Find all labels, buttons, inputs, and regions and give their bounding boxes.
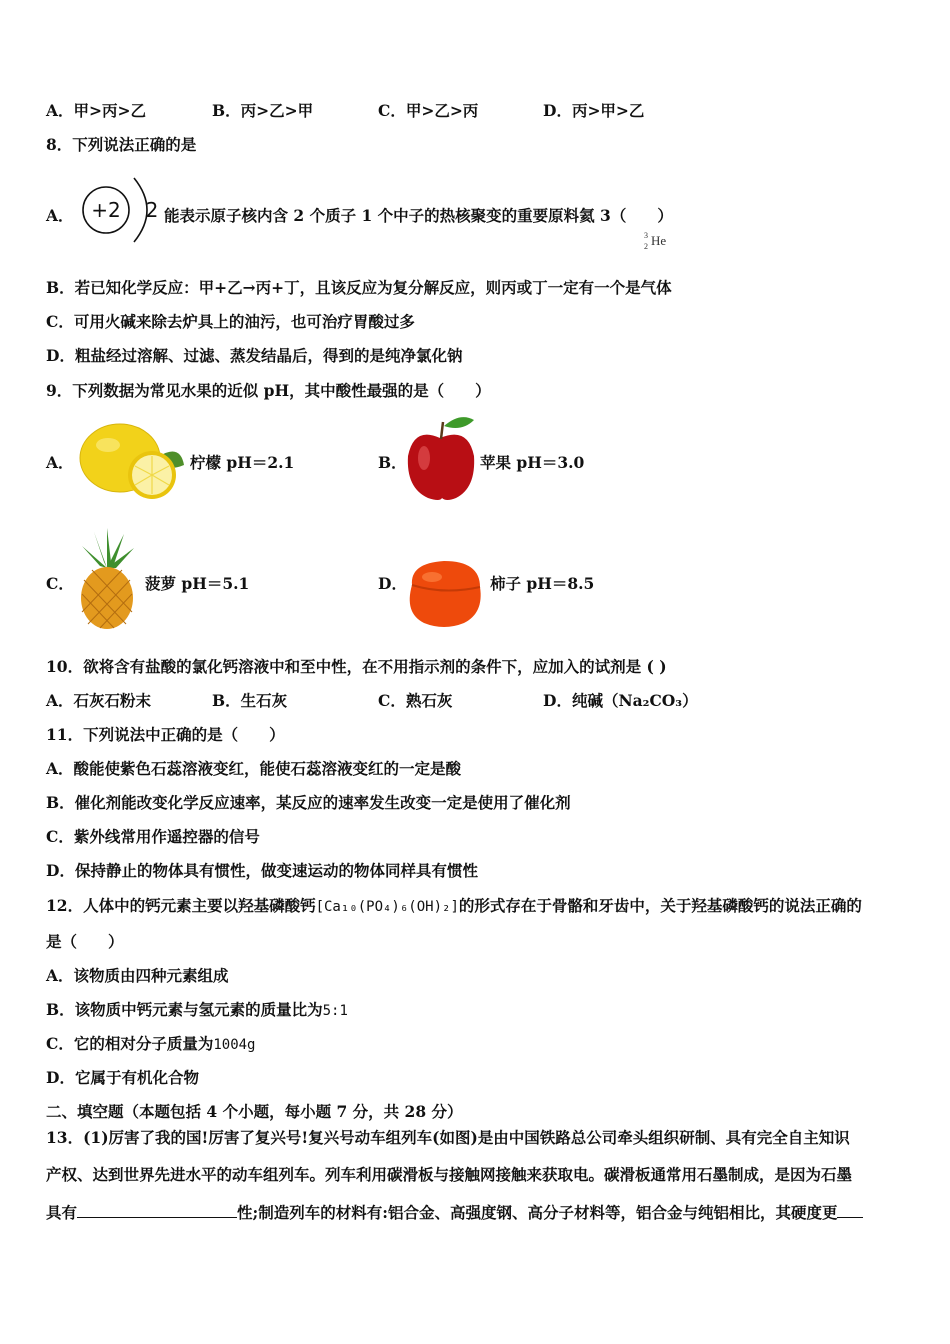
shell-electrons: 2 bbox=[145, 198, 159, 222]
q9-option-d-label: D． bbox=[378, 574, 407, 593]
q13-line2: 产权、达到世界先进水平的动车组列车。列车利用碳滑板与接触网接触来获取电。碳滑板通常用石墨制成，是因为石墨 bbox=[46, 1165, 853, 1184]
q12-option-b-text: B．该物质中钙元素与氢元素的质量比为 bbox=[46, 1000, 323, 1019]
q9-option-c-text: 菠萝 pH＝5.1 bbox=[145, 574, 250, 593]
q12-option-c-value: 1004g bbox=[213, 1037, 256, 1053]
q13-line3-start: 具有 bbox=[46, 1203, 78, 1222]
q10-stem: 10．欲将含有盐酸的氯化钙溶液中和至中性，在不用指示剂的条件下，应加入的试剂是 ( ) bbox=[46, 657, 667, 676]
q12-option-a: A．该物质由四种元素组成 bbox=[46, 966, 229, 985]
q12-stem-part1: 12．人体中的钙元素主要以羟基磷酸钙 bbox=[46, 896, 316, 915]
q7-option-b: B．丙>乙>甲 bbox=[212, 101, 314, 120]
q11-option-d: D．保持静止的物体具有惯性，做变速运动的物体同样具有惯性 bbox=[46, 861, 478, 880]
he-element: He bbox=[651, 233, 667, 248]
q9-option-b-label: B． bbox=[378, 453, 407, 472]
q9-option-a-label: A． bbox=[46, 453, 74, 472]
q10-option-a: A．石灰石粉末 bbox=[46, 691, 152, 710]
q8-option-a-text: 能表示原子核内含 2 个质子 1 个中子的热核聚变的重要原料氦 3（ ） bbox=[164, 206, 673, 225]
q9-option-a-text: 柠檬 pH＝2.1 bbox=[190, 453, 295, 472]
q13-line3-end: 性;制造列车的材料有:铝合金、高强度钢、高分子材料等，铝合金与纯铝相比，其硬度更 bbox=[237, 1203, 838, 1222]
lemon-image bbox=[72, 413, 190, 505]
q13-blank-1[interactable] bbox=[77, 1201, 237, 1218]
nucleus-charge: +2 bbox=[91, 198, 121, 222]
q12-option-b bbox=[46, 999, 348, 1022]
q12-option-c bbox=[46, 1033, 256, 1056]
persimmon-image bbox=[404, 555, 486, 631]
q9-option-c-label: C． bbox=[46, 574, 74, 593]
pineapple-image bbox=[74, 528, 140, 630]
q10-option-c: C．熟石灰 bbox=[378, 691, 453, 710]
q11-stem: 11．下列说法中正确的是（ ） bbox=[46, 725, 285, 744]
q7-option-d: D．丙>甲>乙 bbox=[543, 101, 645, 120]
q11-option-b: B．催化剂能改变化学反应速率，某反应的速率发生改变一定是使用了催化剂 bbox=[46, 793, 571, 812]
q11-option-c: C．紫外线常用作遥控器的信号 bbox=[46, 827, 260, 846]
q7-option-c: C．甲>乙>丙 bbox=[378, 101, 479, 120]
q9-stem: 9．下列数据为常见水果的近似 pH，其中酸性最强的是（ ） bbox=[46, 381, 491, 400]
q12-formula: [Ca₁₀(PO₄)₆(OH)₂] bbox=[315, 899, 459, 915]
q12-stem-line2: 是（ ） bbox=[46, 932, 124, 951]
q12-option-d: D．它属于有机化合物 bbox=[46, 1068, 199, 1087]
q8-option-d: D．粗盐经过溶解、过滤、蒸发结晶后，得到的是纯净氯化钠 bbox=[46, 346, 463, 365]
q8-stem: 8．下列说法正确的是 bbox=[46, 135, 197, 154]
he-mass-number: 3 bbox=[644, 231, 648, 240]
q12-option-b-ratio: 5:1 bbox=[322, 1003, 348, 1019]
q12-option-c-text: C．它的相对分子质量为 bbox=[46, 1034, 214, 1053]
he-atomic-number: 2 bbox=[644, 242, 648, 251]
q10-option-b: B．生石灰 bbox=[212, 691, 288, 710]
q11-option-a: A．酸能使紫色石蕊溶液变红，能使石蕊溶液变红的一定是酸 bbox=[46, 759, 462, 778]
q13-blank-2[interactable] bbox=[837, 1201, 863, 1218]
q8-option-a-label: A． bbox=[46, 206, 74, 225]
q9-option-b-text: 苹果 pH＝3.0 bbox=[480, 453, 585, 472]
atom-structure-diagram bbox=[76, 174, 166, 246]
q10-option-d: D．纯碱（Na₂CO₃） bbox=[543, 691, 698, 710]
helium-isotope-symbol bbox=[644, 233, 666, 249]
q8-option-b: B．若已知化学反应：甲+乙→丙+丁，且该反应为复分解反应，则丙或丁一定有一个是气体 bbox=[46, 278, 672, 297]
q7-option-a: A．甲>丙>乙 bbox=[46, 101, 147, 120]
q13-line3 bbox=[46, 1201, 863, 1224]
q12-stem-part2: 的形式存在于骨骼和牙齿中，关于羟基磷酸钙的说法正确的 bbox=[458, 896, 862, 915]
q13-line1: 13．(1)厉害了我的国!厉害了复兴号!复兴号动车组列车(如图)是由中国铁路总公司牵头组织研制、具有完全自主知识 bbox=[46, 1128, 850, 1147]
q8-option-c: C．可用火碱来除去炉具上的油污，也可治疗胃酸过多 bbox=[46, 312, 415, 331]
section-2-title: 二、填空题（本题包括 4 个小题，每小题 7 分，共 28 分） bbox=[46, 1102, 463, 1121]
q9-option-d-text: 柿子 pH＝8.5 bbox=[490, 574, 595, 593]
apple-image bbox=[402, 412, 480, 504]
q12-stem-line1 bbox=[46, 895, 862, 918]
